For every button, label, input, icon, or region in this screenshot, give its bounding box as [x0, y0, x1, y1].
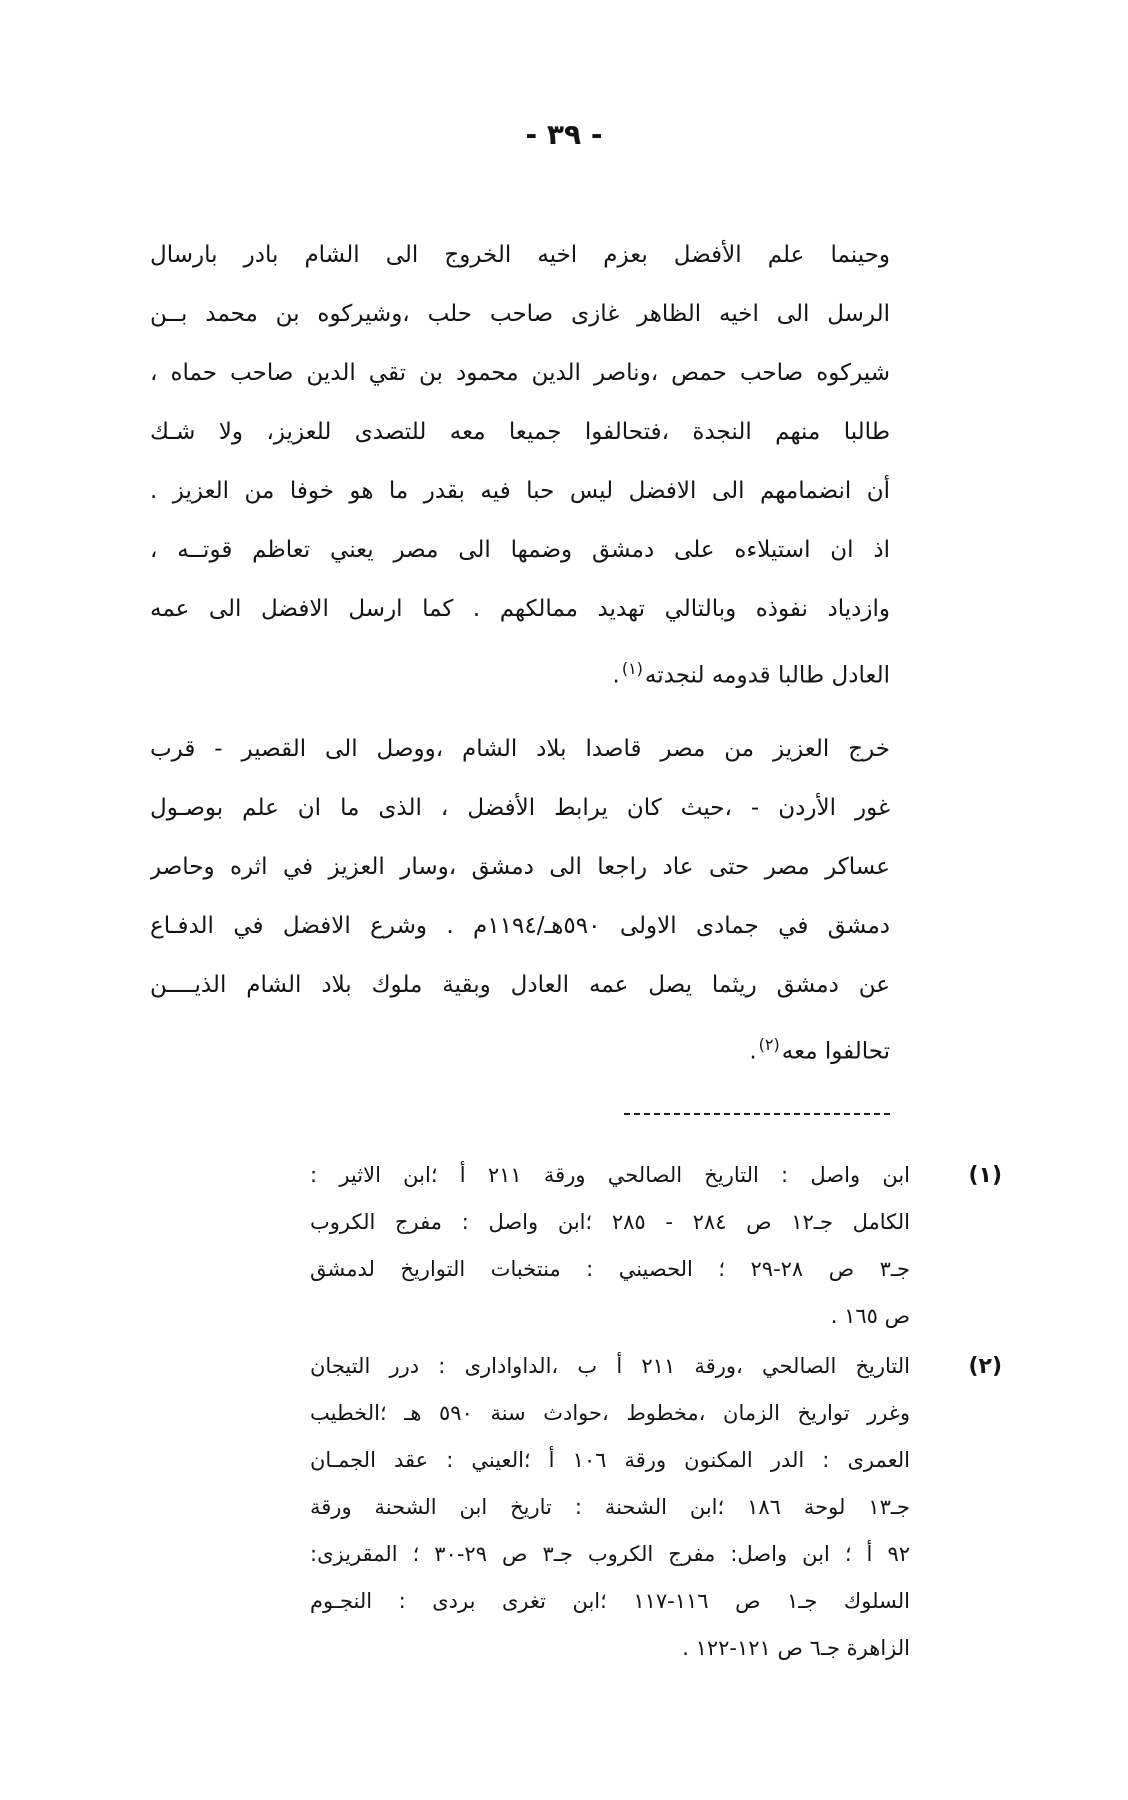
text-line-last [150, 639, 890, 698]
text-line: اذ ان استيلاءه على دمشق وضمها الى مصر يعني تعاظم قوتــه ، [150, 537, 890, 563]
footnote-ref: (١) [621, 659, 643, 678]
text-line: عساكر مصر حتى عاد راجعا الى دمشق ،وسار العزيز في اثره وحاصر [150, 854, 890, 880]
footnote-lines [310, 1343, 910, 1672]
footnote-2 [150, 1343, 1002, 1672]
text-line: وحينما علم الأفضل بعزم اخيه الخروج الى الشام بادر بارسال [150, 242, 890, 268]
footnote-line: ابن واصل : التاريخ الصالحي ورقة ٢١١ أ ؛ابن الاثير : [310, 1163, 910, 1187]
footnote-line: الكامل جـ١٢ ص ٢٨٤ - ٢٨٥ ؛ابن واصل : مفرج الكروب [310, 1210, 910, 1234]
footnote-lines [310, 1152, 910, 1340]
end-punctuation: . [749, 1038, 757, 1065]
text-line: خرج العزيز من مصر قاصدا بلاد الشام ،ووصل الى القصير - قرب [150, 736, 890, 762]
footnote-divider [624, 1113, 890, 1115]
footnote-line: جـ١٣ لوحة ١٨٦ ؛ابن الشحنة : تاريخ ابن الشحنة ورقة [310, 1495, 910, 1519]
footnote-line: العمرى : الدر المكنون ورقة ١٠٦ أ ؛العيني : عقد الجمـان [310, 1448, 910, 1472]
end-punctuation: . [612, 662, 620, 689]
text-line: شيركوه صاحب حمص ،وناصر الدين محمود بن تقي الدين صاحب حماه ، [150, 360, 890, 386]
footnote-marker: (١) [968, 1163, 1002, 1188]
text-line: غور الأردن - ،حيث كان يرابط الأفضل ، الذى ما ان علم بوصـول [150, 795, 890, 821]
footnote-line: ٩٢ أ ؛ ابن واصل: مفرج الكروب جـ٣ ص ٢٩-٣٠ ؛ المقريزى: [310, 1542, 910, 1566]
text-line: دمشق في جمادى الاولى ٥٩٠هـ/١١٩٤م . وشرع الافضل في الدفـاع [150, 913, 890, 939]
footnote-line: الزاهرة جـ٦ ص ١٢١-١٢٢ . [682, 1636, 910, 1660]
footnote-line: جـ٣ ص ٢٨-٢٩ ؛ الحصيني : منتخبات التواريخ لدمشق [310, 1257, 910, 1281]
text-line-content: تحالفوا معه [781, 1038, 890, 1065]
page-number: - ٣٩ - [525, 118, 603, 151]
paragraph-1 [150, 226, 890, 698]
text-line-last [150, 1015, 890, 1074]
text-line: طالبا منهم النجدة ،فتحالفوا جميعا معه للتصدى للعزيز، ولا شـك [150, 419, 890, 445]
footnote-line: ص ١٦٥ . [830, 1304, 910, 1328]
text-line: الرسل الى اخيه الظاهر غازى صاحب حلب ،وشيركوه بن محمد بــن [150, 301, 890, 327]
footnote-1 [150, 1152, 1002, 1340]
footnote-line: وغرر تواريخ الزمان ،مخطوط ،حوادث سنة ٥٩٠ هـ ؛الخطيب [310, 1401, 910, 1425]
paragraph-2 [150, 720, 890, 1074]
text-line: أن انضمامهم الى الافضل ليس حبا فيه بقدر ما هو خوفا من العزيز . [150, 478, 890, 504]
text-line: وازدياد نفوذه وبالتالي تهديد ممالكهم . كما ارسل الافضل الى عمه [150, 596, 890, 622]
footnote-ref: (٢) [758, 1035, 780, 1054]
footnote-line: التاريخ الصالحي ،ورقة ٢١١ أ ب ،الداوادارى : درر التيجان [310, 1354, 910, 1378]
footnote-line: السلوك جـ١ ص ١١٦-١١٧ ؛ابن تغرى بردى : النجـوم [310, 1589, 910, 1613]
text-line: عن دمشق ريثما يصل عمه العادل وبقية ملوك بلاد الشام الذيــــن [150, 972, 890, 998]
footnote-marker: (٢) [968, 1354, 1002, 1379]
text-line-content: العادل طالبا قدومه لنجدته [644, 662, 890, 689]
